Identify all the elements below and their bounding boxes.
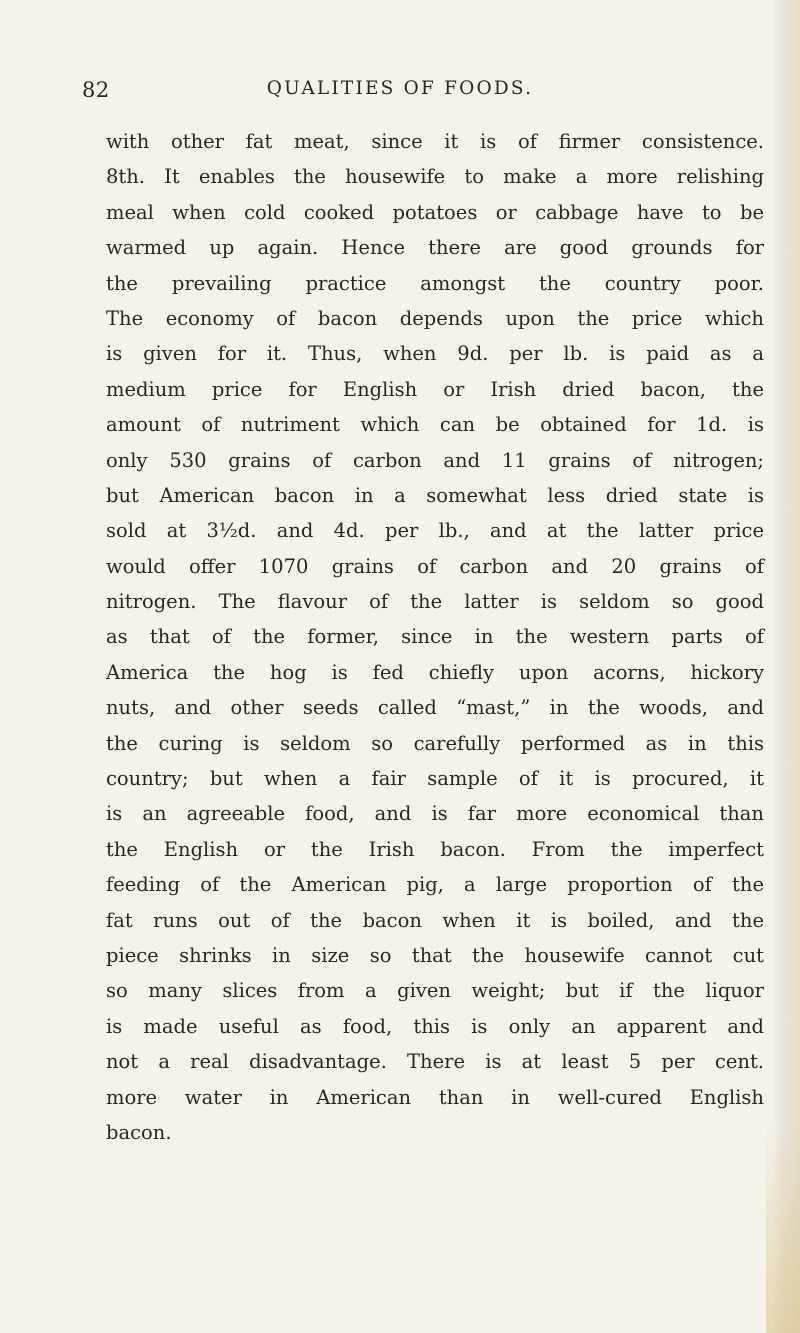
text-line: would offer 1070 grains of carbon and 20 grains of [106,554,764,578]
text-line: meal when cold cooked potatoes or cabbage have to be [106,200,764,224]
text-line: piece shrinks in size so that the housewife cannot cut [106,943,764,967]
text-line: is an agreeable food, and is far more economical than [106,802,764,826]
text-line: with other fat meat, since it is of firmer consistence. [106,130,764,153]
text-line: as that of the former, since in the western parts of [106,625,764,649]
text-line: is given for it. Thus, when 9d. per lb. is paid as a [106,342,764,366]
text-line: more water in American than in well-cured English [106,1085,764,1109]
text-line: The economy of bacon depends upon the price which [106,306,764,330]
text-line: medium price for English or Irish dried bacon, the [106,377,764,401]
running-title: QUALITIES OF FOODS. [266,78,534,99]
body-text [106,124,764,1150]
text-line: country; but when a fair sample of it is procured, it [106,767,764,791]
text-line: nitrogen. The flavour of the latter is seldom so good [106,590,764,614]
text-line: but American bacon in a somewhat less dried state is [106,483,764,507]
text-line: the curing is seldom so carefully performed as in this [106,731,764,755]
text-line: the prevailing practice amongst the country poor. [106,271,764,295]
text-line: amount of nutriment which can be obtained for 1d. is [106,413,764,437]
page-header [0,78,800,112]
text-line: 8th. It enables the housewife to make a more relishing [106,165,764,189]
text-line: not a real disadvantage. There is at least 5 per cent. [106,1050,764,1074]
text-line: fat runs out of the bacon when it is boiled, and the [106,908,764,932]
text-line: feeding of the American pig, a large proportion of the [106,873,764,897]
text-line: only 530 grains of carbon and 11 grains of nitrogen; [106,448,764,472]
page-edge-stain [766,1120,800,1333]
text-line: the English or the Irish bacon. From the imperfect [106,837,764,861]
text-line: bacon. [106,1120,172,1144]
text-line: America the hog is fed chiefly upon acorns, hickory [106,660,764,684]
text-line: sold at 3½d. and 4d. per lb., and at the latter price [106,519,764,543]
text-line: warmed up again. Hence there are good grounds for [106,236,764,260]
text-line: is made useful as food, this is only an apparent and [106,1014,764,1038]
text-line: nuts, and other seeds called “mast,” in the woods, and [106,696,764,720]
text-line: so many slices from a given weight; but if the liquor [106,979,764,1003]
page-number: 82 [82,78,110,102]
